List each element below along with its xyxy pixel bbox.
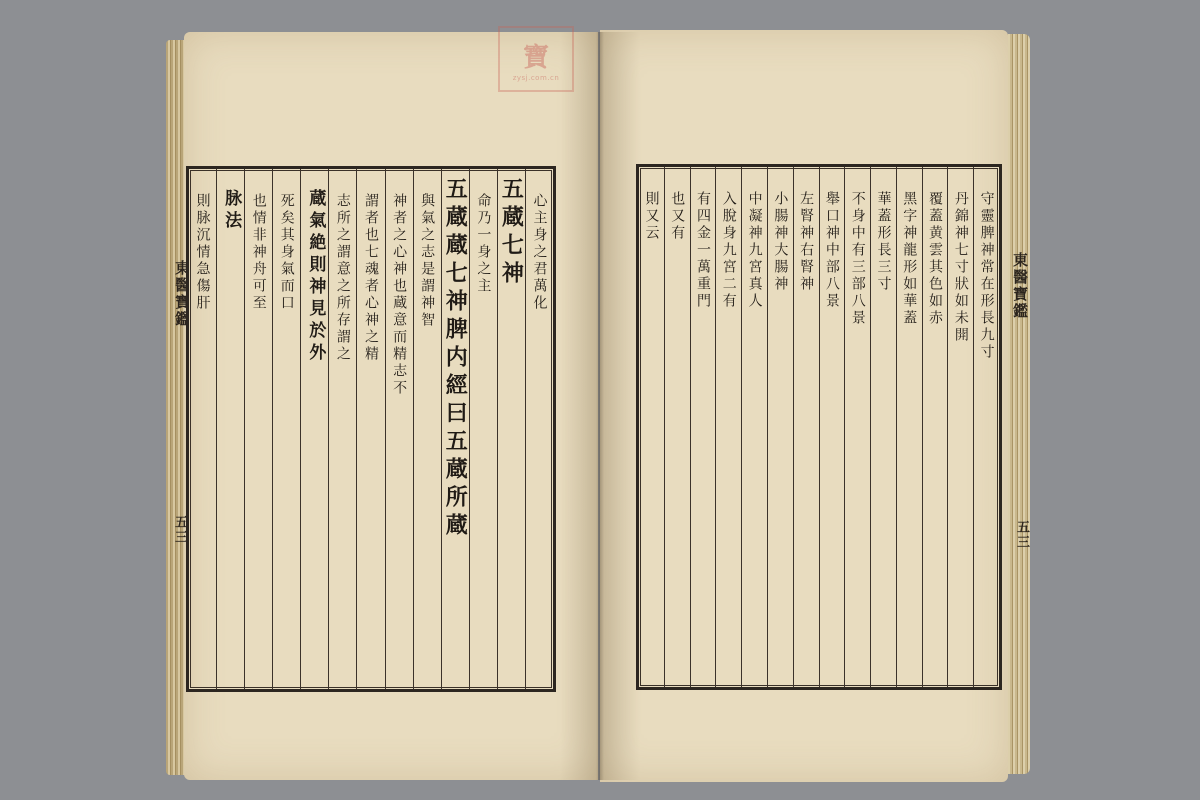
left-text-frame	[186, 166, 556, 692]
section-heading: 五蔵蔵七神脾内經曰五蔵所蔵	[441, 169, 469, 689]
text-column: 不身中有三部八景	[844, 167, 870, 687]
text-column: 也又有	[664, 167, 690, 687]
text-column: 華蓋形長三寸	[870, 167, 896, 687]
text-column: 左腎神右腎神	[793, 167, 819, 687]
section-heading: 五蔵七神	[497, 169, 525, 689]
right-margin-title: 東醫寶鑑	[1011, 252, 1029, 320]
text-column: 有四金一萬重門	[690, 167, 716, 687]
text-column: 心主身之君萬化	[525, 169, 553, 689]
right-text-frame	[636, 164, 1002, 690]
text-column: 覆蓋黄雲其色如赤	[922, 167, 948, 687]
section-heading: 蔵氣絶則神見於外	[300, 169, 328, 689]
watermark-caption: zysj.com.cn	[512, 73, 560, 82]
text-column: 小腸神大腸神	[767, 167, 793, 687]
left-margin-title: 東醫寶鑑	[173, 260, 191, 328]
text-column: 則又云	[643, 191, 660, 242]
text-column: 丹錦神七寸狀如未開	[947, 167, 973, 687]
text-column: 守靈脾神常在形長九寸	[973, 167, 999, 687]
text-column: 死矣其身氣而口	[272, 169, 300, 689]
text-column: 謂者也七魂者心神之精	[356, 169, 384, 689]
text-column: 入脫身九宮二有	[715, 167, 741, 687]
text-column: 舉口神中部八景	[819, 167, 845, 687]
section-heading: 脉法	[216, 169, 244, 689]
text-column: 神者之心神也蔵意而精志不	[385, 169, 413, 689]
left-margin-page-number: 五三	[172, 515, 187, 545]
text-column: 黑字神龍形如華蓋	[896, 167, 922, 687]
watermark-char: 寶	[522, 42, 549, 73]
text-column: 與氣之志是謂神智	[413, 169, 441, 689]
text-column: 則脉沉情急傷肝	[194, 193, 211, 312]
watermark-stamp	[498, 26, 574, 92]
text-column: 也情非神舟可至	[244, 169, 272, 689]
text-column: 命乃一身之主	[469, 169, 497, 689]
text-column: 志所之謂意之所存謂之	[328, 169, 356, 689]
right-margin-page-number: 五三	[1014, 520, 1029, 550]
text-column: 中凝神九宮真人	[741, 167, 767, 687]
